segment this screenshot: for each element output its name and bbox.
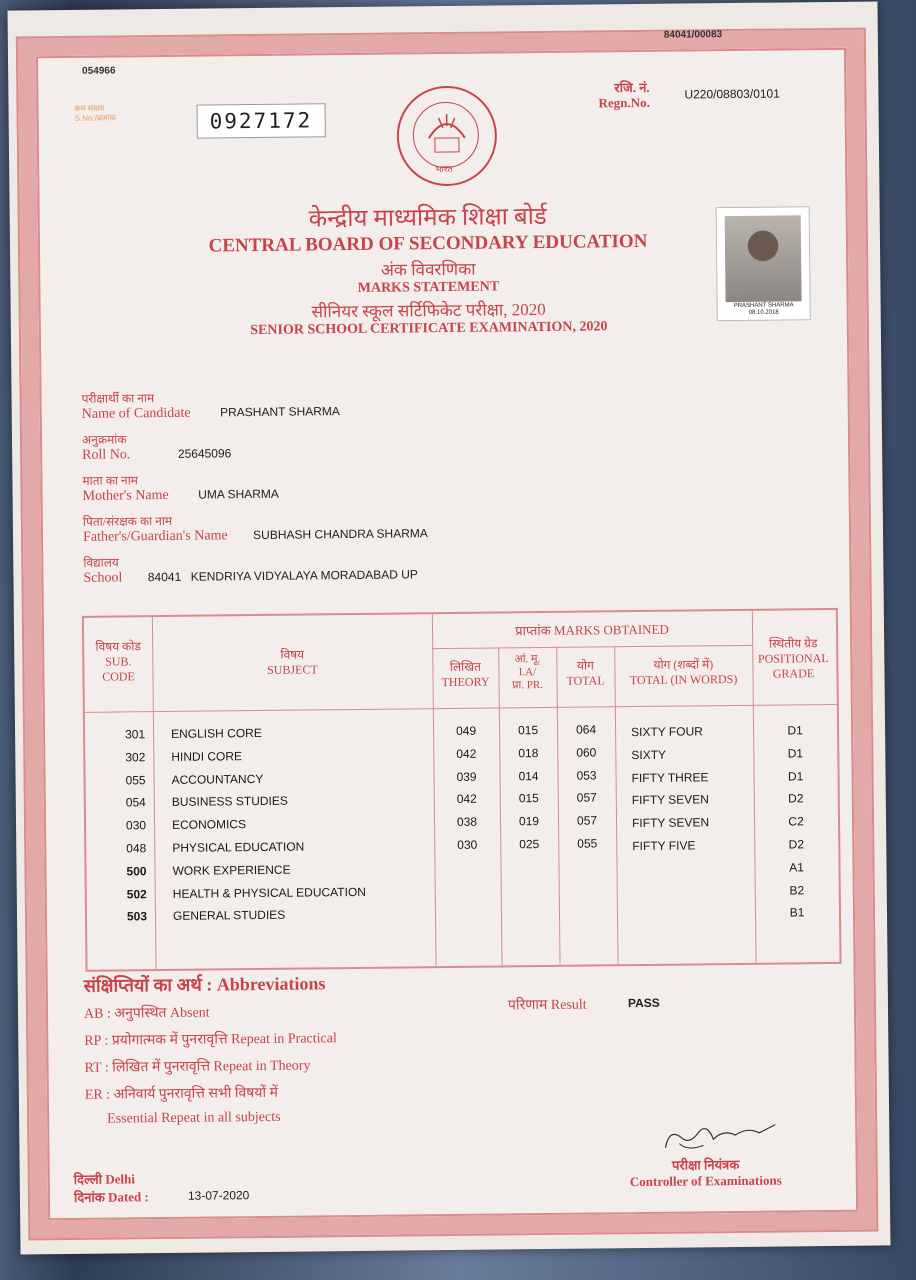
cell-code: 054 [125,795,146,810]
serial-label-en: S.No./क्रमांक [74,113,117,123]
cell-ia: 025 [519,837,540,852]
abbreviations-block [84,971,338,1128]
date-value: 13-07-2020 [187,1188,250,1203]
cell-words: SIXTY FOUR [631,724,703,740]
cell-words: FIFTY SEVEN [631,792,710,808]
photo-caption [722,302,806,317]
cell-subject: ENGLISH CORE [171,725,262,741]
cell-grade: B2 [789,882,805,898]
cell-subject: ACCOUNTANCY [171,771,264,787]
table-divider [556,647,560,965]
photo-caption-date: 08.10.2018 [748,309,779,316]
header-grade-en1: POSITIONAL [757,651,829,666]
header-total [556,658,614,689]
cell-subject: BUSINESS STUDIES [171,794,288,810]
controller-block [596,1154,816,1190]
header-ia-pr [498,653,556,693]
roll-label-en: Roll No. [82,447,131,463]
table-divider [614,646,618,964]
cell-code: 500 [126,863,147,879]
cell-total [561,882,615,883]
father-name: SUBHASH CHANDRA SHARMA [253,526,428,543]
regn-label-hi: रजि. नं. [614,79,650,96]
school-label-hi: विद्यालय [83,555,119,570]
regn-label [598,80,650,111]
header-ia-hi: आं. मू. [514,653,541,666]
school-name: KENDRIYA VIDYALAYA MORADABAD UP [190,567,418,584]
header-pr: प्रा. PR. [512,679,544,692]
school-code: 84041 [147,569,182,585]
abbr-er: ER : अनिवार्य पुनरावृत्ति सभी विषयों में [84,1085,279,1103]
school-label-en: School [83,570,123,586]
cell-grade: D1 [787,768,804,784]
serial-label-hi: क्रम संख्या [74,103,105,113]
cell-total: 055 [577,836,598,851]
father-label-en: Father's/Guardian's Name [82,528,228,545]
serial-label [74,103,116,123]
header-subject-hi: विषय [280,647,305,662]
cell-subject: HEALTH & PHYSICAL EDUCATION [172,884,366,901]
mother-label-hi: माता का नाम [82,473,139,488]
marks-statement-sheet [8,1,891,1254]
cell-ia [502,860,556,861]
cell-theory: 049 [455,723,477,738]
board-title-en: CENTRAL BOARD OF SECONDARY EDUCATION [208,230,648,257]
header-theory [432,659,498,690]
exam-title-hi: सीनियर स्कूल सर्टिफिकेट परीक्षा, 2020 [311,299,546,322]
cell-total: 057 [576,790,597,806]
cell-grade: C2 [788,814,804,829]
exam-title-en: SENIOR SCHOOL CERTIFICATE EXAMINATION, 2020 [250,319,608,339]
header-sub-code-hi: विषय कोड [95,639,141,654]
marks-table [82,608,842,972]
photo-caption-name: PRASHANT SHARMA [733,302,794,310]
cell-total: 064 [575,722,597,737]
header-sub-code-en2: CODE [102,669,135,684]
cell-words [632,861,752,862]
result-label: परिणाम Result [507,997,587,1014]
top-left-code: 054966 [82,65,116,77]
cell-theory [436,860,498,861]
cell-subject: WORK EXPERIENCE [172,862,291,878]
abbr-rt: RT : लिखित में पुनरावृत्ति Repeat in Theory [84,1058,311,1076]
serial-number: 0927172 [197,103,326,138]
cell-ia: 015 [517,723,539,738]
mother-label-en: Mother's Name [82,487,169,504]
cell-code: 302 [125,749,146,765]
candidate-photo-image [725,215,802,302]
table-divider [85,704,837,713]
header-total-hi: योग [576,658,594,673]
father-label-hi: पिता/संरक्षक का नाम [82,513,173,529]
cell-grade: D1 [787,723,803,738]
header-sub-code-en1: SUB. [105,654,132,669]
controller-title-en: Controller of Examinations [629,1172,782,1190]
cell-words [633,906,753,907]
regn-label-en: Regn.No. [598,94,650,111]
abbr-title: संक्षिप्तियों का अर्थ : Abbreviations [83,973,326,996]
cell-words [633,883,753,884]
header-grade-en2: GRADE [772,666,815,681]
mother-name: UMA SHARMA [198,486,279,502]
header-total-words-hi: योग (शब्दों में) [653,657,714,672]
cell-grade: B1 [789,905,805,920]
cell-ia [503,882,557,883]
cell-total [560,859,614,860]
cbse-seal-icon [396,85,497,186]
cell-code: 030 [125,818,147,833]
header-subject [152,646,432,679]
cell-code: 055 [125,772,146,787]
board-title-hi: केन्द्रीय माध्यमिक शिक्षा बोर्ड [308,203,547,233]
cell-total: 057 [576,813,598,828]
seal-text: भारत [435,163,453,175]
statement-title-hi: अंक विवरणिका [380,259,476,280]
cell-theory: 038 [456,814,478,830]
header-grade [752,636,834,682]
sheet-content [36,29,858,1220]
cell-grade: D2 [788,791,804,806]
cell-ia: 015 [518,791,539,806]
abbr-rp: RP : प्रयोगात्मक में पुनरावृत्ति Repeat in Practical [84,1031,337,1049]
header-ia-en: I.A/ [518,666,537,679]
cell-ia [503,905,557,906]
cell-words: FIFTY FIVE [632,838,696,854]
name-label-hi: परीक्षार्थी का नाम [81,391,155,406]
header-total-words [614,657,752,688]
place: दिल्ली Delhi [73,1171,136,1187]
cell-total: 053 [576,768,597,783]
controller-signature-icon [659,1121,779,1156]
header-block [138,197,719,340]
cell-total: 060 [576,745,597,760]
school-row [83,567,428,587]
table-divider [432,645,752,649]
cell-code: 301 [124,727,146,742]
top-right-code: 84041/00083 [663,29,723,41]
cell-ia: 018 [518,745,539,761]
header-total-words-en: TOTAL (IN WORDS) [629,671,738,688]
candidate-details [81,386,428,587]
regn-number: U220/08803/0101 [684,86,780,102]
cell-theory [437,883,499,884]
statement-title-en: MARKS STATEMENT [357,279,500,296]
cell-grade: D1 [787,746,804,761]
cell-words: FIFTY THREE [631,769,709,785]
cell-ia: 014 [518,768,539,783]
cell-subject: HINDI CORE [171,748,243,764]
cell-code: 048 [126,841,147,856]
cell-subject: PHYSICAL EDUCATION [172,839,305,855]
abbr-er-en: Essential Repeat in all subjects [107,1109,281,1127]
cell-grade: D2 [788,837,805,852]
header-total-en: TOTAL [566,673,605,688]
cell-theory: 039 [456,769,477,784]
candidate-photo [716,206,811,321]
cell-theory: 030 [457,837,478,852]
roll-number: 25645096 [177,446,232,461]
header-marks-obtained: प्राप्तांक MARKS OBTAINED [515,621,669,639]
cell-words: SIXTY [631,747,667,762]
result-value: PASS [627,995,660,1011]
cell-code: 502 [126,886,147,901]
name-label-en: Name of Candidate [81,405,191,422]
header-sub-code [84,639,152,685]
header-subject-en: SUBJECT [267,662,318,677]
cell-code: 503 [126,909,148,924]
controller-title-hi: परीक्षा नियंत्रक [671,1156,740,1173]
cell-words: FIFTY SEVEN [631,815,710,831]
name-row [82,403,427,423]
roll-row [82,444,427,464]
cell-grade: A1 [789,860,804,875]
cell-subject: GENERAL STUDIES [172,908,286,924]
dated-label: दिनांक Dated : [73,1189,149,1205]
header-theory-hi: लिखित [449,659,481,674]
roll-label-hi: अनुक्रमांक [81,432,127,447]
candidate-name: PRASHANT SHARMA [220,404,340,420]
mother-row [83,485,428,505]
cell-total [561,905,615,906]
cell-theory: 042 [456,746,477,761]
father-row [83,526,428,546]
cell-theory [437,906,499,907]
cell-theory: 042 [456,792,477,807]
table-divider [498,647,502,965]
header-theory-en: THEORY [441,674,490,690]
header-grade-hi: स्थितीय ग्रेड [768,636,818,651]
cell-ia: 019 [518,814,540,829]
cell-subject: ECONOMICS [171,817,247,833]
abbr-ab: AB : अनुपस्थित Absent [83,1005,210,1022]
